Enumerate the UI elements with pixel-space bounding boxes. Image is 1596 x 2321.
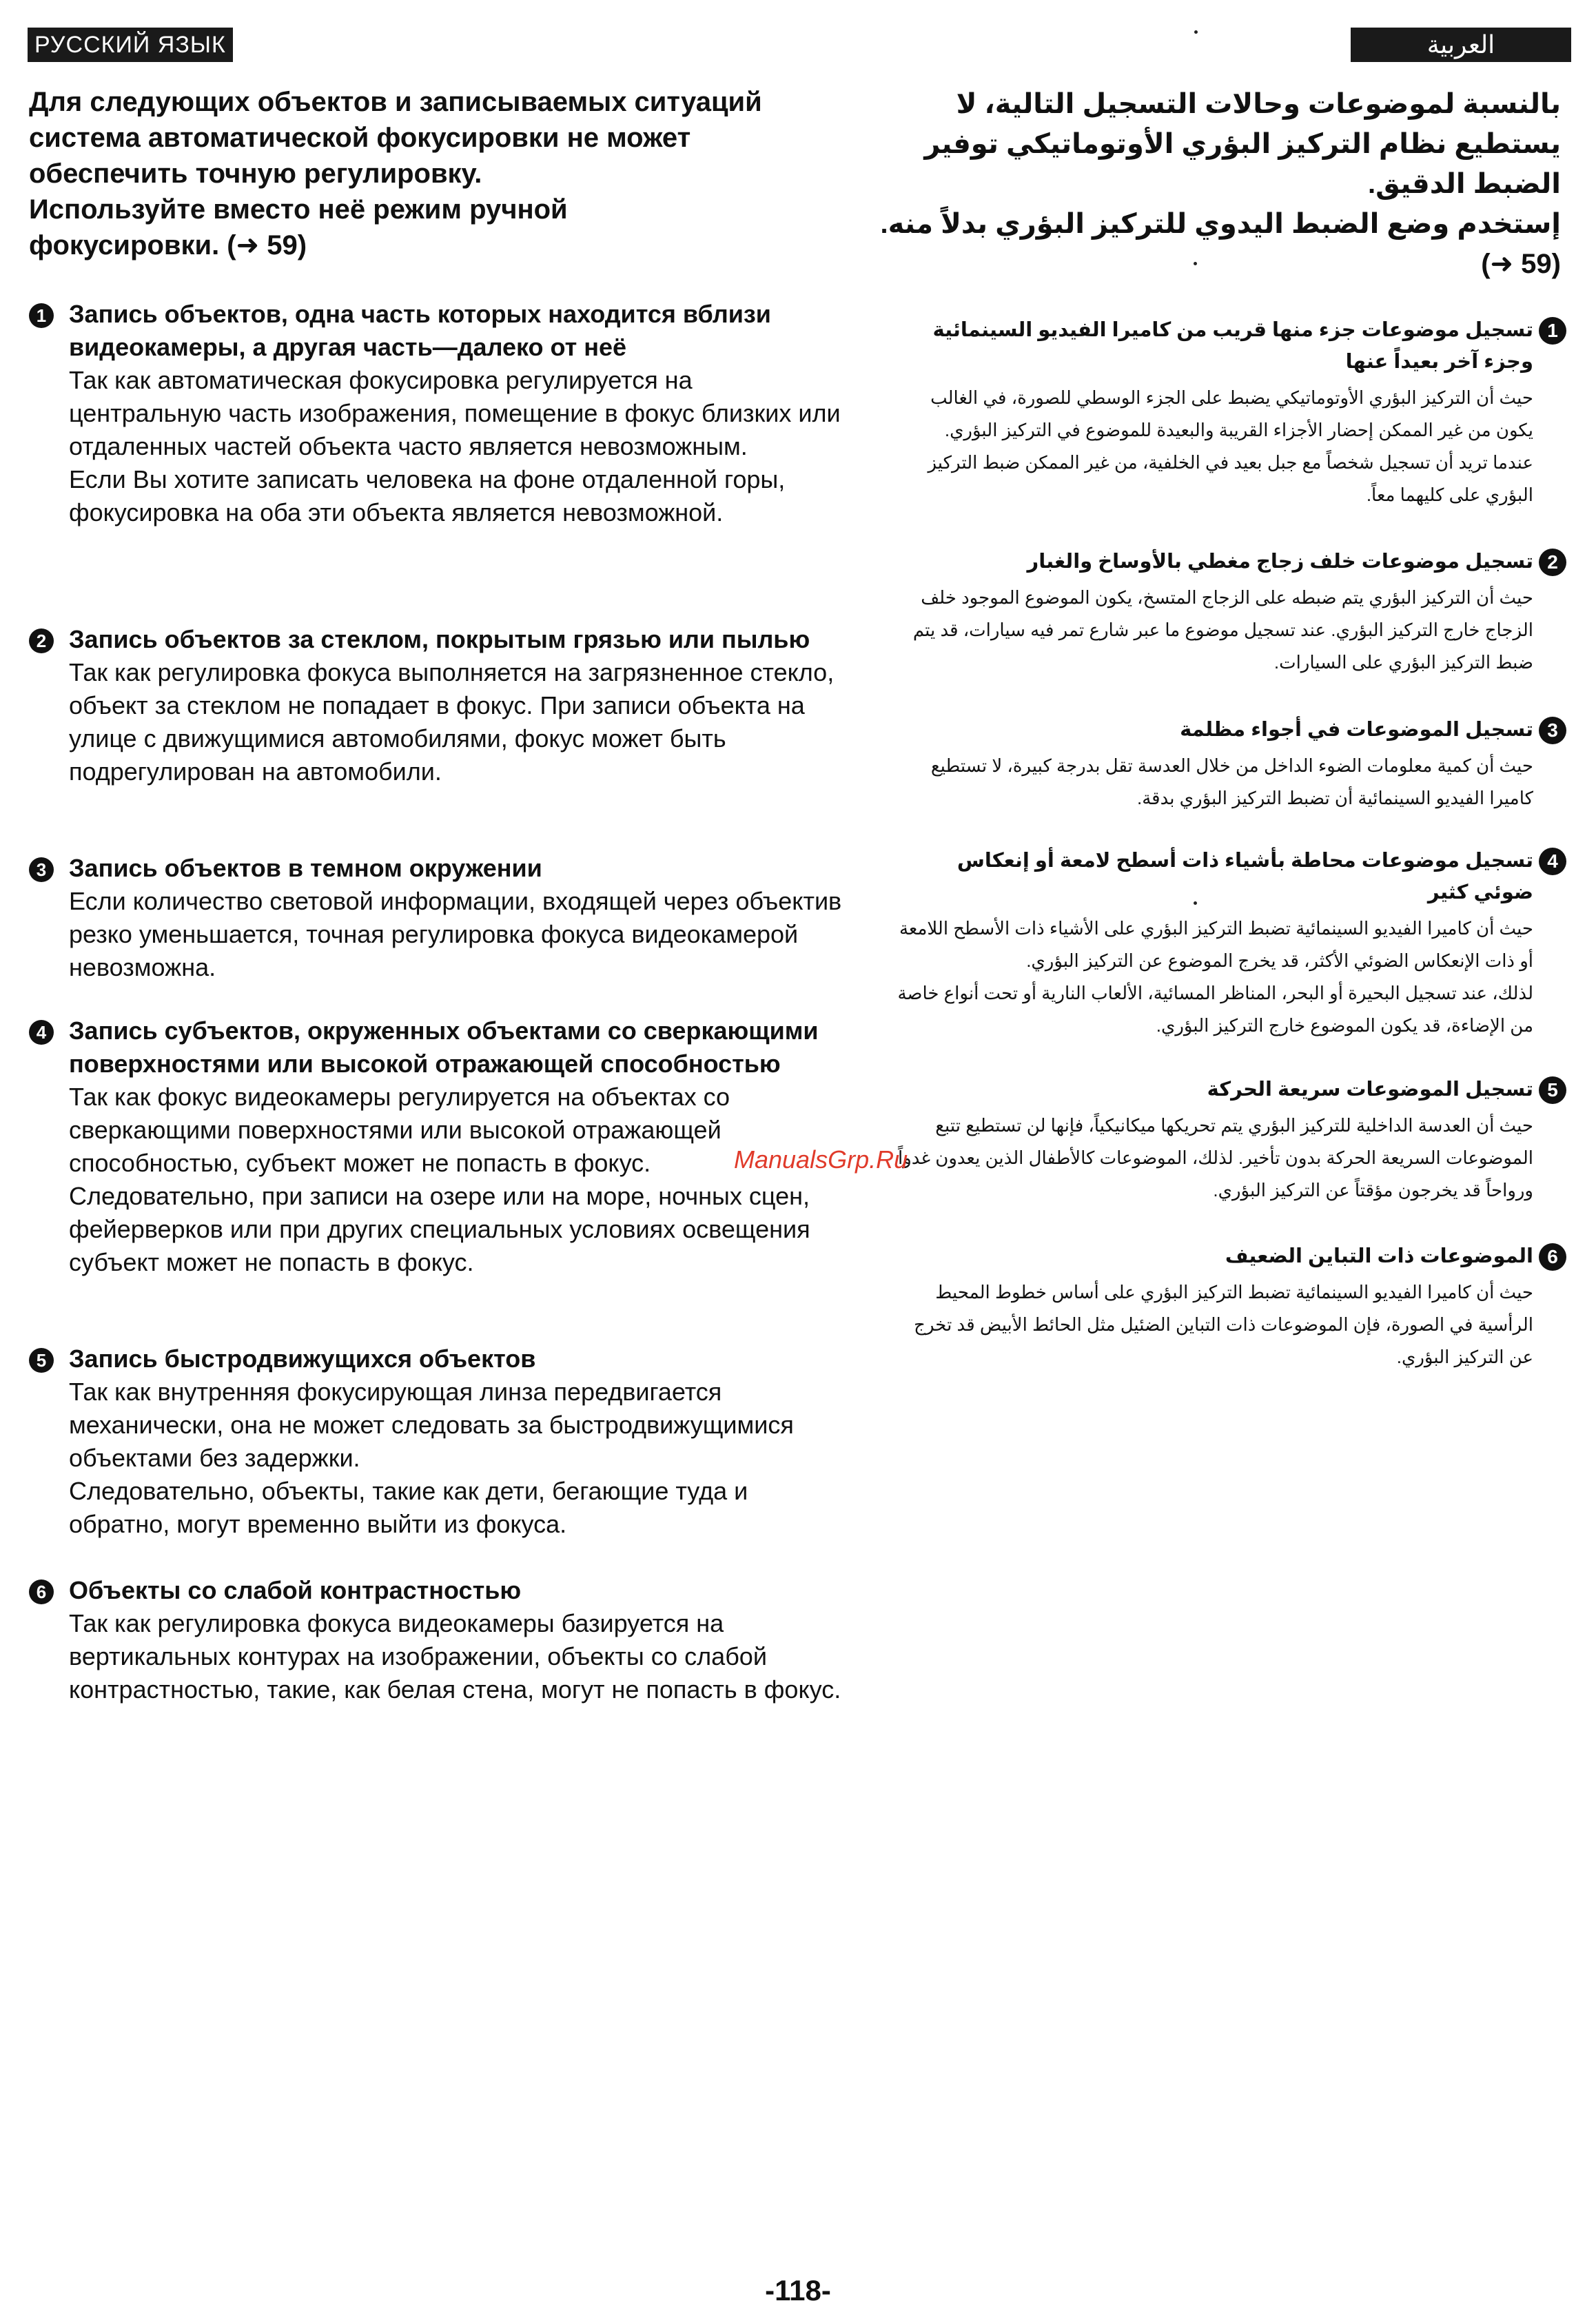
ru-item-5 bbox=[29, 1342, 842, 1541]
ar-item-4 bbox=[896, 845, 1561, 1042]
item-number-badge: 2 bbox=[1539, 549, 1566, 576]
watermark: ManualsGrp.Ru bbox=[734, 1145, 908, 1174]
ar-item-3 bbox=[896, 714, 1561, 815]
item-number-badge: 2 bbox=[29, 628, 54, 653]
ar-item-title: الموضوعات ذات التباين الضعيف bbox=[1225, 1245, 1533, 1267]
ru-item-title: Объекты со слабой контрастностью bbox=[69, 1576, 522, 1604]
item-number-badge: 6 bbox=[29, 1579, 54, 1604]
ar-item-text: حيث أن التركيز البؤري الأوتوماتيكي يضبط على الجزء الوسطي للصورة، في الغالب يكون من غير الممكن إحضار الأجزاء القريبة والبعيدة للموضوع في التركيز البؤري. bbox=[930, 387, 1533, 440]
ru-item-text: Так как автоматическая фокусировка регулируется на центральную часть изображения, помещение в фокус близких или отдаленных частей объекта часто является невозможным. bbox=[69, 366, 841, 460]
language-tag-russian: РУССКИЙ ЯЗЫК bbox=[28, 28, 233, 62]
ru-item-text: Так как внутренняя фокусирующая линза передвигается механически, она не может следовать за быстродвижущимися объектами без задержки. bbox=[69, 1378, 794, 1472]
ar-item-2 bbox=[896, 546, 1561, 679]
ru-item-text: Так как фокус видеокамеры регулируется на объектах со сверкающими поверхностями или высокой отражающей способностью, субъект может не попасть в фокус. bbox=[69, 1083, 730, 1177]
ar-item-6 bbox=[896, 1240, 1561, 1373]
ru-item-1 bbox=[29, 298, 842, 529]
ar-item-text: حيث أن التركيز البؤري يتم ضبطه على الزجاج المتسخ، يكون الموضوع الموجود خلف الزجاج خارج التركيز البؤري. عند تسجيل موضوع ما عبر شارع تمر فيه سيارات، قد يتم ضبط التركيز البؤري على السيارات. bbox=[912, 587, 1533, 673]
ar-intro-line: إستخدم وضع الضبط اليدوي للتركيز البؤري بدلاً منه. bbox=[880, 209, 1561, 239]
ru-item-text: Так как регулировка фокуса видеокамеры базируется на вертикальных контурах на изображении, объекты со слабой контрастностью, такие, как белая стена, могут не попасть в фокус. bbox=[69, 1609, 841, 1704]
ru-item-6 bbox=[29, 1574, 842, 1706]
language-tag-arabic: العربية bbox=[1351, 28, 1571, 62]
ar-item-text: عندما تريد أن تسجيل شخصاً مع جبل بعيد في الخلفية، من غير الممكن ضبط التركيز البؤري على كليهما معاً. bbox=[928, 452, 1533, 505]
ru-item-text: Так как регулировка фокуса выполняется на загрязненное стекло, объект за стеклом не попадает в фокус. При записи объекта на улице с движущимися автомобилями, фокус может быть подрегулирован на автомобили. bbox=[69, 658, 835, 786]
ru-item-title: Запись объектов за стеклом, покрытым грязью или пылью bbox=[69, 625, 810, 653]
ar-item-title: تسجيل الموضوعات في أجواء مظلمة bbox=[1180, 719, 1533, 741]
ar-item-title: تسجيل موضوعات محاطة بأشياء ذات أسطح لامعة أو إنعكاس ضوئي كثير bbox=[956, 850, 1533, 903]
ru-item-text: Следовательно, при записи на озере или на море, ночных сцен, фейерверков или при других специальных условиях освещения субъект может не попасть в фокус. bbox=[69, 1182, 810, 1276]
item-number-badge: 4 bbox=[1539, 848, 1566, 875]
ru-intro-line: Используйте вместо неё режим ручной bbox=[29, 194, 568, 225]
ar-item-text: حيث أن كاميرا الفيديو السينمائية تضبط التركيز البؤري على الأشياء ذات الأسطح اللامعة أو ذات الإنعكاس الضوئي الأكثر، قد يخرج الموضوع عن التركيز البؤري. bbox=[899, 918, 1533, 971]
item-number-badge: 1 bbox=[29, 303, 54, 328]
ru-intro bbox=[29, 84, 856, 263]
item-number-badge: 3 bbox=[29, 857, 54, 882]
page-number: -118- bbox=[765, 2274, 831, 2307]
ru-item-title: Запись быстродвижущихся объектов bbox=[69, 1344, 536, 1373]
ru-item-title: Запись объектов в темном окружении bbox=[69, 854, 542, 882]
ru-intro-line: фокусировки. (➜ 59) bbox=[29, 230, 307, 260]
item-number-badge: 5 bbox=[1539, 1076, 1566, 1104]
ar-item-text: لذلك، عند تسجيل البحيرة أو البحر، المناظر المسائية، الألعاب النارية أو تحت أنواع خاصة من الإضاءة، قد يكون الموضوع خارج التركيز البؤري. bbox=[897, 983, 1533, 1036]
print-speck bbox=[1194, 30, 1198, 34]
ru-intro-line: обеспечить точную регулировку. bbox=[29, 159, 482, 189]
ru-item-text: Если Вы хотите записать человека на фоне отдаленной горы, фокусировка на оба эти объекта является невозможной. bbox=[69, 465, 786, 526]
ru-item-title: Запись субъектов, окруженных объектами со сверкающими поверхностями или высокой отражающей способностью bbox=[69, 1016, 819, 1078]
item-number-badge: 6 bbox=[1539, 1243, 1566, 1271]
item-number-badge: 1 bbox=[1539, 317, 1566, 345]
ar-item-text: حيث أن كمية معلومات الضوء الداخل من خلال العدسة تقل بدرجة كبيرة، لا تستطيع كاميرا الفيديو السينمائية أن تضبط التركيز البؤري بدقة. bbox=[930, 755, 1533, 808]
ar-item-5 bbox=[896, 1074, 1561, 1207]
ru-intro-line: Для следующих объектов и записываемых ситуаций bbox=[29, 87, 762, 117]
ru-intro-line: система автоматической фокусировки не может bbox=[29, 123, 691, 153]
item-number-badge: 5 bbox=[29, 1348, 54, 1373]
ar-item-text: حيث أن العدسة الداخلية للتركيز البؤري يتم تحريكها ميكانيكياً، فإنها لن تستطيع تتبع الموضوعات السريعة الحركة بدون تأخير. لذلك، الموضوعات كالأطفال الذين يعدون غدواً ورواحاً قد يخرجون مؤقتاً عن التركيز البؤري. bbox=[898, 1115, 1533, 1200]
ar-item-title: تسجيل موضوعات خلف زجاج مغطي بالأوساخ والغبار bbox=[1027, 551, 1533, 573]
ar-item-title: تسجيل الموضوعات سريعة الحركة bbox=[1207, 1078, 1533, 1101]
ar-item-text: حيث أن كاميرا الفيديو السينمائية تضبط التركيز البؤري على أساس خطوط المحيط الرأسية في الصورة، فإن الموضوعات ذات التباين الضئيل مثل الحائط الأبيض قد تخرج عن التركيز البؤري. bbox=[914, 1282, 1533, 1367]
ru-item-title: Запись объектов, одна часть которых находится вблизи видеокамеры, а другая часть—далеко от неё bbox=[69, 300, 771, 361]
ru-item-text: Если количество световой информации, входящей через объектив резко уменьшается, точная регулировка фокуса видеокамерой невозможна. bbox=[69, 887, 842, 981]
ar-intro-page-reference: (➜ 59) bbox=[1481, 249, 1561, 279]
ru-item-3 bbox=[29, 852, 842, 984]
ar-intro bbox=[872, 84, 1561, 284]
item-number-badge: 3 bbox=[1539, 717, 1566, 744]
ar-intro-line: بالنسبة لموضوعات وحالات التسجيل التالية، لا يستطيع نظام التركيز البؤري الأوتوماتيكي توفير الضبط الدقيق. bbox=[924, 89, 1561, 199]
ru-item-text: Следовательно, объекты, такие как дети, бегающие туда и обратно, могут временно выйти из фокуса. bbox=[69, 1477, 748, 1538]
ar-item-1 bbox=[896, 314, 1561, 511]
ar-item-title: تسجيل موضوعات جزء منها قريب من كاميرا الفيديو السينمائية وجزء آخر بعيداً عنها bbox=[932, 319, 1533, 373]
ru-item-2 bbox=[29, 623, 842, 788]
item-number-badge: 4 bbox=[29, 1020, 54, 1045]
ru-item-4 bbox=[29, 1014, 842, 1279]
